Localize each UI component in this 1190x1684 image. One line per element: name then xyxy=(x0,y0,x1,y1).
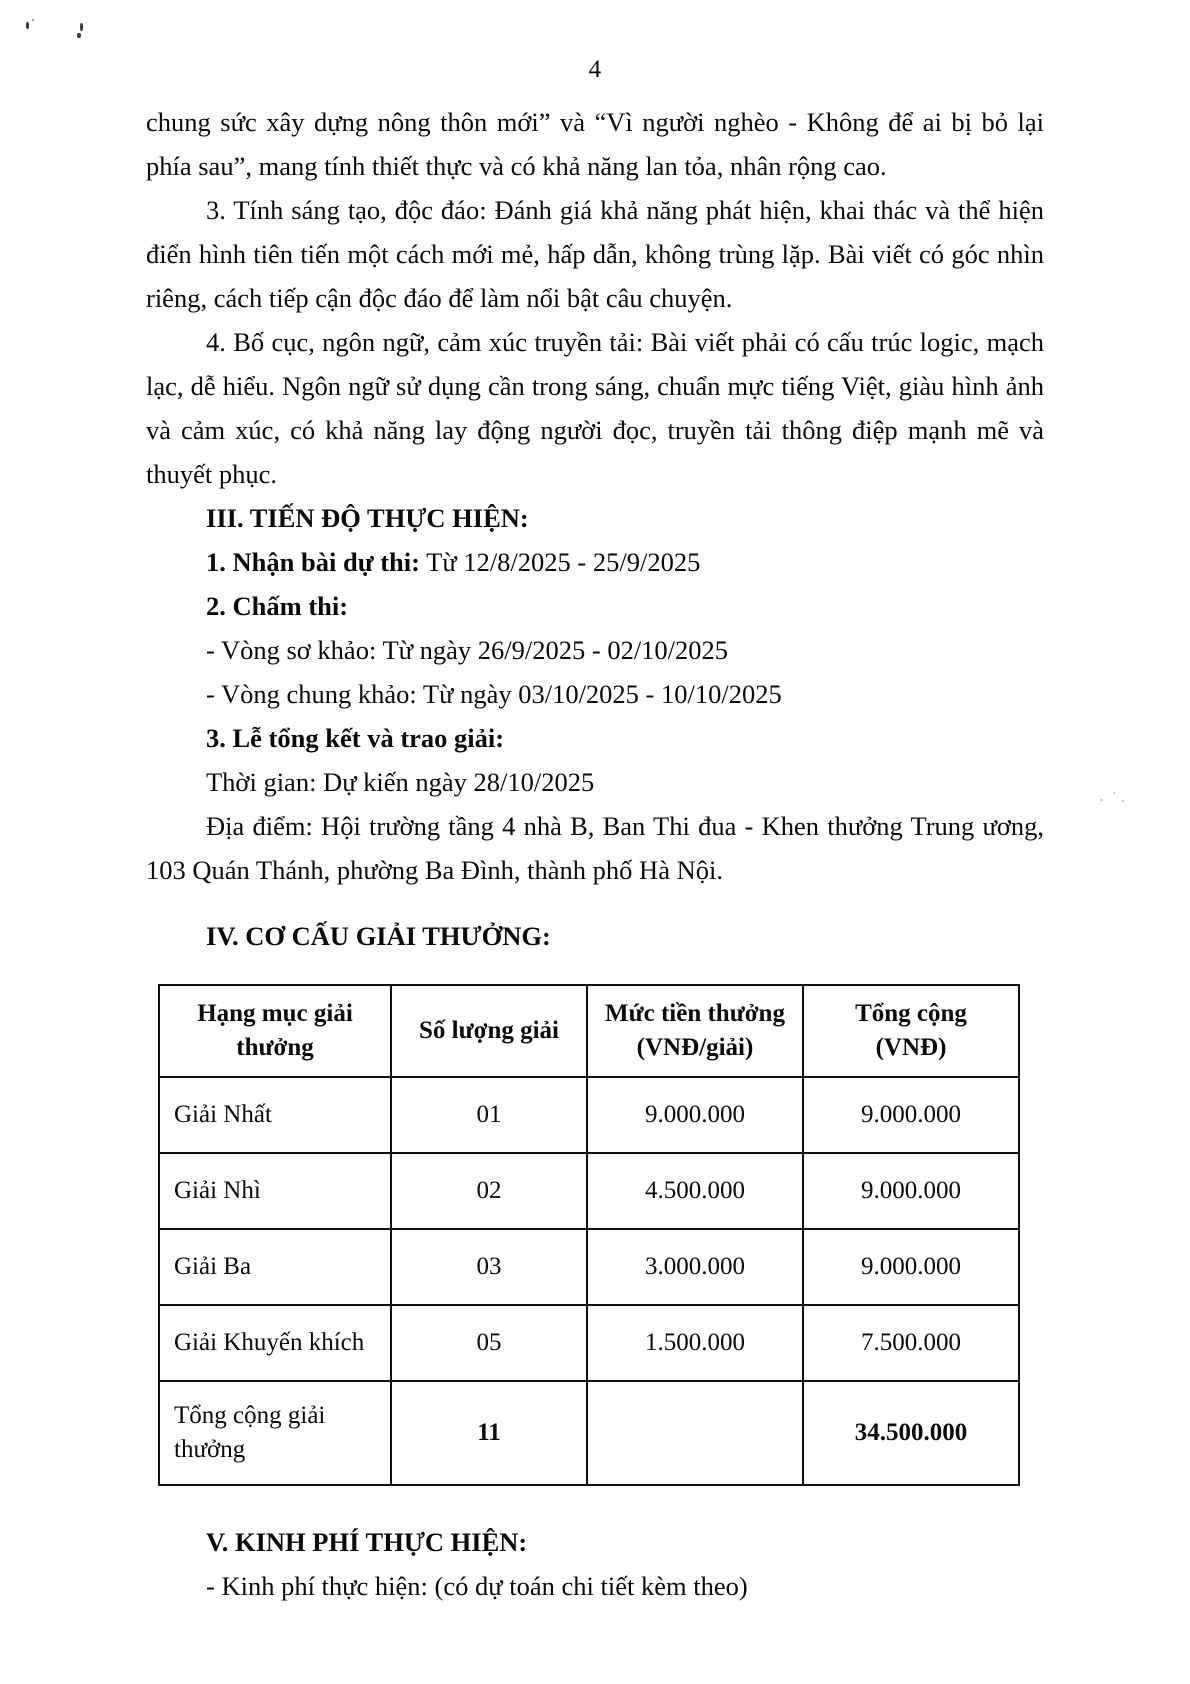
section-heading-v: V. KINH PHÍ THỰC HIỆN: xyxy=(206,1527,528,1557)
cell-count: 03 xyxy=(391,1229,587,1305)
table-header-row xyxy=(159,985,1019,1077)
ceremony-place: Địa điểm: Hội trường tầng 4 nhà B, Ban Thi đua - Khen thưởng Trung ương, 103 Quán Thánh, phường Ba Đình, thành phố Hà Nội. xyxy=(146,811,1044,885)
schedule-round-2: - Vòng chung khảo: Từ ngày 03/10/2025 - 10/10/2025 xyxy=(206,679,782,709)
schedule-item-1 xyxy=(146,540,1044,584)
section-heading-iii: III. TIẾN ĐỘ THỰC HIỆN: xyxy=(206,503,529,533)
cell-total: 9.000.000 xyxy=(803,1077,1019,1153)
award-structure-table-wrapper xyxy=(158,984,1018,1486)
cell-count-total: 11 xyxy=(391,1381,587,1485)
cell-amount: 1.500.000 xyxy=(587,1305,803,1381)
cell-count: 02 xyxy=(391,1153,587,1229)
table-row xyxy=(159,1305,1019,1381)
table-header-amount xyxy=(587,985,803,1077)
cell-amount: 3.000.000 xyxy=(587,1229,803,1305)
cell-total: 9.000.000 xyxy=(803,1153,1019,1229)
table-header-count-line1: Số lượng giải xyxy=(419,1017,559,1044)
cell-category-total: Tổng cộng giải thưởng xyxy=(159,1381,391,1485)
section-heading-iv: IV. CƠ CẤU GIẢI THƯỞNG: xyxy=(206,921,551,951)
cell-category: Giải Ba xyxy=(159,1229,391,1305)
table-header-amount-line1: Mức tiền thưởng xyxy=(605,1000,785,1027)
paragraph-criteria-4: 4. Bố cục, ngôn ngữ, cảm xúc truyền tải: Bài viết phải có cấu trúc logic, mạch lạc, dễ hiểu. Ngôn ngữ sử dụng cần trong sáng, chuẩn mực tiếng Việt, giàu hình ảnh và cảm xúc, có khả năng lay động người đọc, truyền tải thông điệp mạnh mẽ và thuyết phục. xyxy=(146,327,1044,489)
cell-category: Giải Nhất xyxy=(159,1077,391,1153)
scan-speck xyxy=(1113,792,1115,794)
table-row xyxy=(159,1153,1019,1229)
cell-category: Giải Khuyến khích xyxy=(159,1305,391,1381)
cell-total-total: 34.500.000 xyxy=(803,1381,1019,1485)
schedule-item-1-label: 1. Nhận bài dự thi: xyxy=(206,547,420,577)
award-structure-table xyxy=(158,984,1020,1486)
budget-line-1: - Kinh phí thực hiện: (có dự toán chi tiết kèm theo) xyxy=(206,1571,748,1601)
ceremony-time: Thời gian: Dự kiến ngày 28/10/2025 xyxy=(206,767,595,797)
table-total-row xyxy=(159,1381,1019,1485)
table-header-total-line2: (VNĐ) xyxy=(875,1034,947,1061)
table-header-category-line2: thưởng xyxy=(236,1034,314,1061)
cell-category: Giải Nhì xyxy=(159,1153,391,1229)
cell-total: 9.000.000 xyxy=(803,1229,1019,1305)
table-row xyxy=(159,1229,1019,1305)
schedule-item-3-label: 3. Lễ tổng kết và trao giải: xyxy=(206,723,505,753)
schedule-item-2-label: 2. Chấm thi: xyxy=(206,591,349,621)
table-header-total xyxy=(803,985,1019,1077)
scan-speck xyxy=(26,22,29,29)
table-header-category-line1: Hạng mục giải xyxy=(197,1000,353,1027)
scan-speck xyxy=(77,33,81,38)
schedule-item-1-value: Từ 12/8/2025 - 25/9/2025 xyxy=(426,547,701,577)
scan-speck xyxy=(1121,800,1125,802)
scan-speck xyxy=(1100,799,1103,801)
table-header-category xyxy=(159,985,391,1077)
table-header-amount-line2: (VNĐ/giải) xyxy=(636,1034,754,1061)
document-body xyxy=(146,100,1044,1608)
cell-amount-total xyxy=(587,1381,803,1485)
cell-amount: 9.000.000 xyxy=(587,1077,803,1153)
table-row xyxy=(159,1077,1019,1153)
scan-speck xyxy=(32,19,34,21)
scan-speck xyxy=(80,23,83,31)
table-header-total-line1: Tổng cộng xyxy=(855,1000,967,1027)
cell-total: 7.500.000 xyxy=(803,1305,1019,1381)
table-header-count xyxy=(391,985,587,1077)
paragraph-continued-intro: chung sức xây dựng nông thôn mới” và “Vì người nghèo - Không để ai bị bỏ lại phía sau”, mang tính thiết thực và có khả năng lan tỏa, nhân rộng cao. xyxy=(146,107,1044,181)
cell-count: 01 xyxy=(391,1077,587,1153)
cell-amount: 4.500.000 xyxy=(587,1153,803,1229)
page-number: 4 xyxy=(588,56,602,83)
schedule-round-1: - Vòng sơ khảo: Từ ngày 26/9/2025 - 02/10/2025 xyxy=(206,635,729,665)
cell-count: 05 xyxy=(391,1305,587,1381)
paragraph-criteria-3: 3. Tính sáng tạo, độc đáo: Đánh giá khả năng phát hiện, khai thác và thể hiện điển hình tiên tiến một cách mới mẻ, hấp dẫn, không trùng lặp. Bài viết có góc nhìn riêng, cách tiếp cận độc đáo để làm nổi bật câu chuyện. xyxy=(146,195,1044,313)
